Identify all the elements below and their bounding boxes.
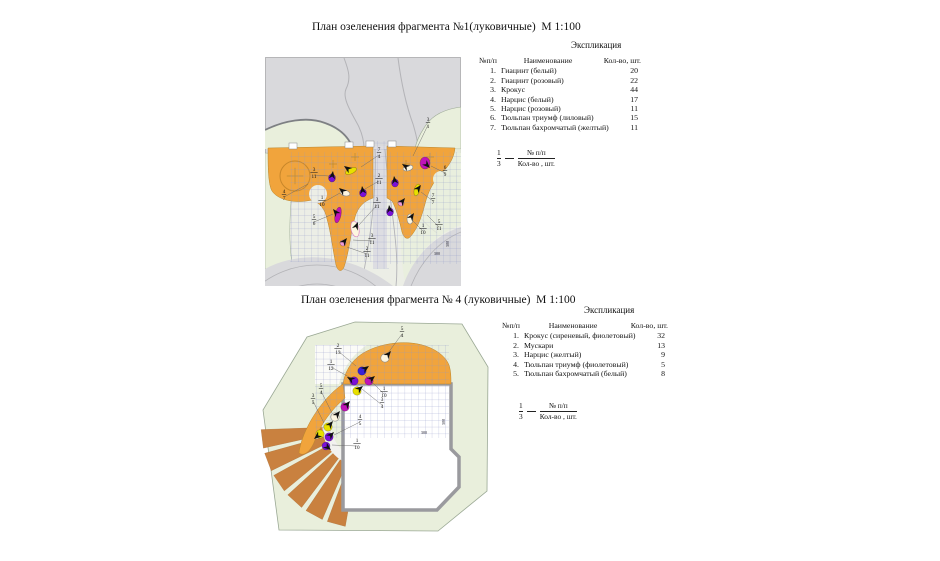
cell-qty: 8 [661,369,665,379]
label-qty: 11 [436,226,442,232]
cell-name: Тюльпан бахромчатый (белый) [524,369,627,379]
explication-row [479,85,641,94]
cell-name: Крокус [501,85,526,95]
label-num: 3 [311,393,315,399]
label-qty: 10 [354,445,360,451]
cell-num: 2. [490,75,496,85]
cell-num: 5. [490,104,496,114]
label-num: 1 [355,438,359,444]
plan1-drawing [265,57,461,286]
explication1-heading: Экспликация [571,40,622,50]
explication1-header [479,56,641,65]
label-qty: 1 [426,124,430,130]
label-qty: 10 [381,393,387,399]
explication2-header [502,321,668,330]
cell-qty: 22 [630,75,638,85]
label-num: 7 [377,147,381,153]
explication-row [479,95,641,104]
cell-num: 6. [490,113,496,123]
cell-num: 1. [513,331,519,341]
cell-qty: 9 [661,350,665,360]
label-num: 2 [365,246,369,252]
cell-num: 7. [490,122,496,132]
cell-name: Мускари [524,340,554,350]
legend-sample-qty: 3 [519,411,523,421]
legend-meaning-qty: Кол-во , шт. [539,411,577,421]
cell-name: Тюльпан триумф (фиолетовый) [524,359,629,369]
label-num: 5 [319,383,323,389]
label-num: 3 [380,397,384,403]
cell-name: Тюльпан триумф (лиловый) [501,113,594,123]
column-num: №п/п [479,56,497,65]
label-qty: 7 [431,200,435,206]
label-qty: 12 [328,366,334,372]
legend-meaning-qty: Кол-во , шт. [517,158,555,168]
legend-meaning-num: № п/п [526,148,546,157]
label-qty: 13 [335,350,341,356]
label-num: 5 [400,326,404,332]
dimension-label: 300 [433,251,441,256]
label-num: 6 [443,165,447,171]
cell-qty: 5 [661,359,665,369]
cell-name: Крокус (сиреневый, фиолетовый) [524,331,636,341]
explication-row [479,66,641,75]
label-qty: 5 [358,421,362,427]
cell-name: Нарцис (розовый) [501,104,561,114]
explication-row [479,76,641,85]
explication-row [502,360,668,369]
cell-name: Тюльпан бахромчатый (желтый) [501,122,609,132]
cell-qty: 20 [630,66,638,76]
cell-num: 2. [513,340,519,350]
legend-meaning-fraction [540,402,577,421]
label-num: 3 [375,197,379,203]
label-num: 1 [382,386,386,392]
explication1-table [479,56,641,132]
column-name: Наименование [523,56,573,65]
cell-num: 3. [490,85,496,95]
cell-num: 3. [513,350,519,360]
label-qty: 4 [380,404,384,410]
label-num: 2 [336,343,340,349]
explication2-table [502,321,668,378]
cell-qty: 15 [630,113,638,123]
cell-qty: 44 [630,85,638,95]
cell-qty: 32 [657,331,665,341]
column-name: Наименование [548,321,598,330]
cell-qty: 17 [630,94,638,104]
label-num: 1 [421,223,425,229]
label-qty: 4 [319,390,323,396]
label-num: 5 [437,219,441,225]
label-num: 5 [312,214,316,220]
legend-sample-num: 1 [519,401,523,410]
cell-qty: 11 [630,122,638,132]
legend-sample-fraction [519,402,523,421]
cell-qty: 13 [657,340,665,350]
explication-row [502,350,668,359]
label-qty: 7 [282,196,286,202]
column-qty: Кол-во, шт. [630,321,668,330]
label-qty: 11 [364,253,370,259]
legend-sample-qty: 3 [497,158,501,168]
explication-row [479,123,641,132]
explication-row [502,341,668,350]
explication-row [479,104,641,113]
cell-name: Нарцис (белый) [501,94,554,104]
notation-legend-2 [519,402,577,421]
cell-qty: 11 [630,104,638,114]
label-num: 1 [329,359,333,365]
cell-num: 1. [490,66,496,76]
label-num: 4 [282,189,286,195]
label-num: 4 [358,414,362,420]
label-qty: 11 [374,204,380,210]
explication-row [502,369,668,378]
label-qty: 9 [443,172,447,178]
cell-num: 4. [490,94,496,104]
label-qty: 11 [376,180,382,186]
cell-name: Гиацинт (белый) [501,66,557,76]
dimension-label: 300 [420,430,428,435]
label-qty: 10 [420,230,426,236]
label-num: 3 [426,117,430,123]
plan2-title: План озеленения фрагмента № 4 (луковичные) М 1:100 [301,294,576,306]
legend-meaning-num: № п/п [548,401,568,410]
column-num: №п/п [502,321,520,330]
label-qty: 5 [311,400,315,406]
explication2-heading: Экспликация [584,305,635,315]
dimension-label: 300 [441,418,446,426]
legend-sample-fraction [497,149,501,168]
label-qty: 6 [312,221,316,227]
explication-row [479,113,641,122]
label-num: 3 [312,167,316,173]
cell-num: 5. [513,369,519,379]
legend-sample-num: 1 [497,148,501,157]
label-qty: 4 [400,333,404,339]
plan1-title: План озеленения фрагмента №1(луковичные) М 1:100 [312,21,581,33]
label-qty: 11 [369,240,375,246]
cell-name: Гиацинт (розовый) [501,75,564,85]
column-qty: Кол-во, шт. [603,56,641,65]
cell-num: 4. [513,359,519,369]
notation-legend-1 [497,149,555,168]
plan2-drawing [255,318,501,551]
label-num: 7 [431,193,435,199]
legend-meaning-fraction [518,149,555,168]
legend-dash [527,411,536,412]
cell-name: Нарцис (желтый) [524,350,582,360]
label-qty: 11 [311,174,317,180]
label-num: 3 [370,233,374,239]
label-num: 1 [320,195,324,201]
label-qty: 10 [319,202,325,208]
dimension-label: 300 [445,240,450,248]
label-num: 2 [377,173,381,179]
explication-row [502,331,668,340]
label-qty: 4 [377,154,381,160]
legend-dash [505,158,514,159]
